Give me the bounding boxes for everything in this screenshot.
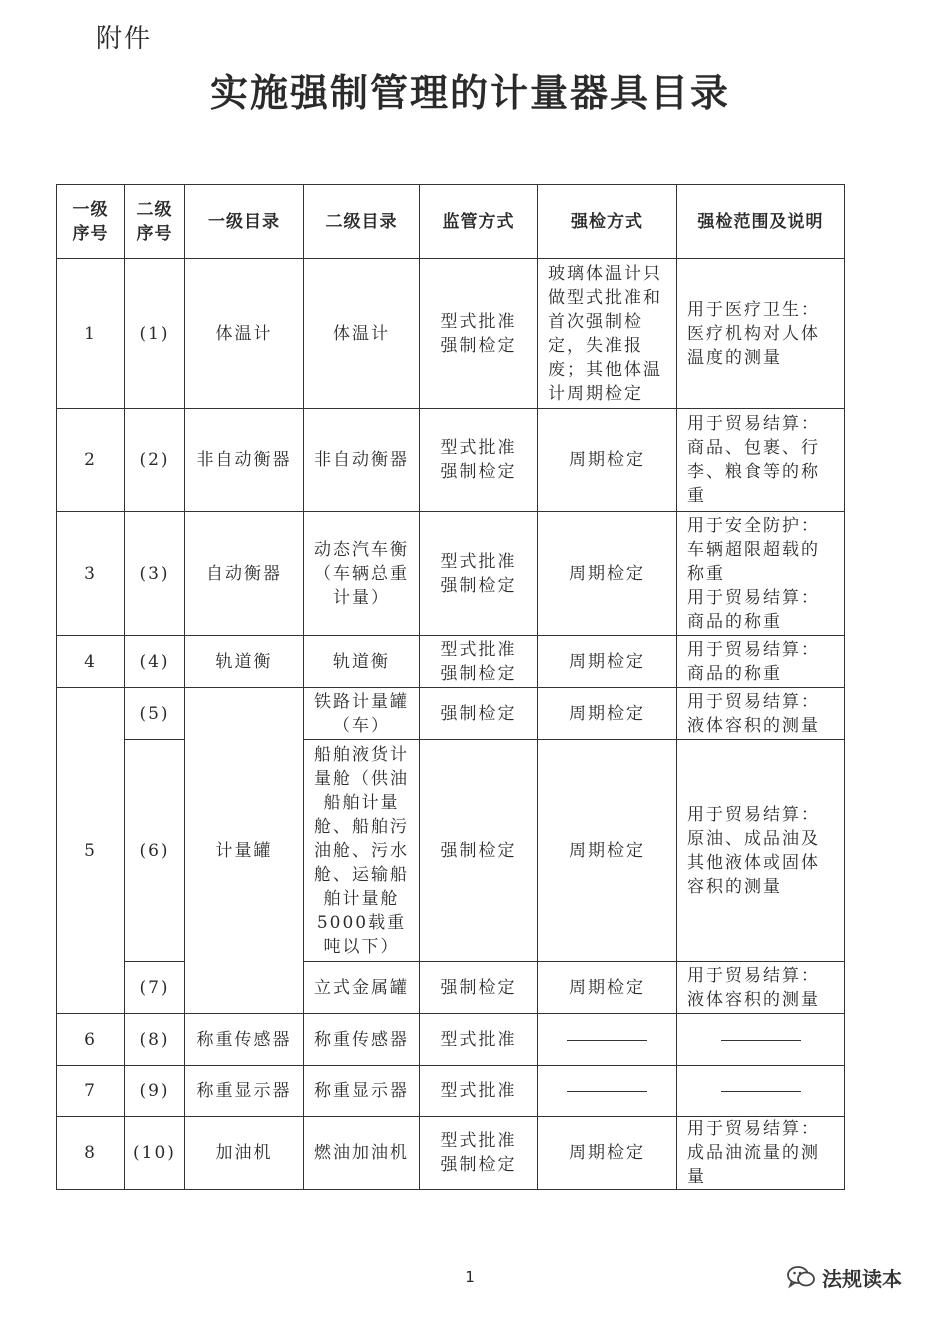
attachment-label: 附件 — [96, 24, 153, 54]
table-row — [57, 409, 845, 512]
level1-no: 6 — [57, 1014, 125, 1066]
level1-catalog: 轨道衡 — [185, 636, 304, 688]
level1-no: 8 — [57, 1117, 125, 1190]
level2-no: (4) — [125, 636, 185, 688]
level2-catalog: 铁路计量罐（车） — [304, 688, 420, 740]
level1-catalog: 称重传感器 — [185, 1014, 304, 1066]
level1-catalog: 称重显示器 — [185, 1066, 304, 1117]
supervision-method: 型式批准 强制检定 — [420, 512, 538, 636]
table-row — [57, 740, 845, 962]
supervision-method: 型式批准 — [420, 1014, 538, 1066]
level1-no: 1 — [57, 259, 125, 409]
table-row — [57, 688, 845, 740]
scope-note: 用于贸易结算：原油、成品油及其他液体或固体容积的测量 — [677, 740, 845, 962]
level1-no: 2 — [57, 409, 125, 512]
col-header-level2-no: 二级 序号 — [125, 185, 185, 259]
supervision-method: 型式批准 强制检定 — [420, 409, 538, 512]
level2-catalog: 船舶液货计量舱（供油船舶计量舱、船舶污油舱、污水舱、运输船舶计量舱5000载重吨以下） — [304, 740, 420, 962]
level2-no: (9) — [125, 1066, 185, 1117]
level1-no: 7 — [57, 1066, 125, 1117]
inspection-method: 周期检定 — [538, 740, 677, 962]
scope-note: 用于贸易结算：液体容积的测量 — [677, 962, 845, 1014]
wechat-icon — [786, 1264, 816, 1290]
col-header-inspection: 强检方式 — [538, 185, 677, 259]
col-header-level2-catalog: 二级目录 — [304, 185, 420, 259]
watermark-text: 法规读本 — [822, 1266, 902, 1291]
inspection-method: 玻璃体温计只做型式批准和首次强制检定，失准报废；其他体温计周期检定 — [538, 259, 677, 409]
table-header-row — [57, 185, 845, 259]
col-header-scope: 强检范围及说明 — [677, 185, 845, 259]
empty-dash — [721, 1091, 801, 1092]
level2-no: (1) — [125, 259, 185, 409]
inspection-method-empty — [538, 1066, 677, 1117]
level1-catalog: 非自动衡器 — [185, 409, 304, 512]
scope-note: 用于安全防护：车辆超限超载的称重 用于贸易结算：商品的称重 — [677, 512, 845, 636]
empty-dash — [567, 1091, 647, 1092]
inspection-method: 周期检定 — [538, 688, 677, 740]
level2-no: (6) — [125, 740, 185, 962]
table-row — [57, 259, 845, 409]
level2-catalog: 动态汽车衡（车辆总重计量） — [304, 512, 420, 636]
scope-note-empty — [677, 1066, 845, 1117]
inspection-method-empty — [538, 1014, 677, 1066]
col-header-level1-no: 一级 序号 — [57, 185, 125, 259]
inspection-method: 周期检定 — [538, 1117, 677, 1190]
supervision-method: 强制检定 — [420, 962, 538, 1014]
level2-catalog: 立式金属罐 — [304, 962, 420, 1014]
supervision-method: 强制检定 — [420, 740, 538, 962]
inspection-method: 周期检定 — [538, 409, 677, 512]
supervision-method: 强制检定 — [420, 688, 538, 740]
table-row — [57, 962, 845, 1014]
table-row — [57, 1117, 845, 1190]
level2-catalog: 燃油加油机 — [304, 1117, 420, 1190]
level2-no: (8) — [125, 1014, 185, 1066]
supervision-method: 型式批准 强制检定 — [420, 259, 538, 409]
level1-no: 3 — [57, 512, 125, 636]
table-row — [57, 512, 845, 636]
empty-dash — [567, 1040, 647, 1041]
level2-no: (3) — [125, 512, 185, 636]
supervision-method: 型式批准 — [420, 1066, 538, 1117]
level1-catalog: 自动衡器 — [185, 512, 304, 636]
level2-no: (2) — [125, 409, 185, 512]
level1-catalog: 计量罐 — [185, 688, 304, 1014]
level2-catalog: 轨道衡 — [304, 636, 420, 688]
page-number: 1 — [465, 1268, 475, 1286]
inspection-method: 周期检定 — [538, 636, 677, 688]
level2-catalog: 称重传感器 — [304, 1014, 420, 1066]
table-row — [57, 636, 845, 688]
level2-no: (10) — [125, 1117, 185, 1190]
level2-no: (7) — [125, 962, 185, 1014]
supervision-method: 型式批准 强制检定 — [420, 1117, 538, 1190]
level2-catalog: 体温计 — [304, 259, 420, 409]
inspection-method: 周期检定 — [538, 512, 677, 636]
level2-catalog: 非自动衡器 — [304, 409, 420, 512]
table-row — [57, 1014, 845, 1066]
page-title: 实施强制管理的计量器具目录 — [209, 71, 730, 115]
col-header-supervision: 监管方式 — [420, 185, 538, 259]
scope-note-empty — [677, 1014, 845, 1066]
level1-catalog: 加油机 — [185, 1117, 304, 1190]
scope-note: 用于贸易结算：商品、包裹、行李、粮食等的称重 — [677, 409, 845, 512]
catalog-table — [56, 184, 845, 1190]
supervision-method: 型式批准 强制检定 — [420, 636, 538, 688]
scope-note: 用于贸易结算：成品油流量的测量 — [677, 1117, 845, 1190]
scope-note: 用于医疗卫生：医疗机构对人体温度的测量 — [677, 259, 845, 409]
scope-note: 用于贸易结算：商品的称重 — [677, 636, 845, 688]
level1-no: 5 — [57, 688, 125, 1014]
level2-no: (5) — [125, 688, 185, 740]
level1-no: 4 — [57, 636, 125, 688]
table-row — [57, 1066, 845, 1117]
watermark — [786, 1262, 902, 1292]
empty-dash — [721, 1040, 801, 1041]
inspection-method: 周期检定 — [538, 962, 677, 1014]
col-header-level1-catalog: 一级目录 — [185, 185, 304, 259]
scope-note: 用于贸易结算：液体容积的测量 — [677, 688, 845, 740]
level1-catalog: 体温计 — [185, 259, 304, 409]
level2-catalog: 称重显示器 — [304, 1066, 420, 1117]
